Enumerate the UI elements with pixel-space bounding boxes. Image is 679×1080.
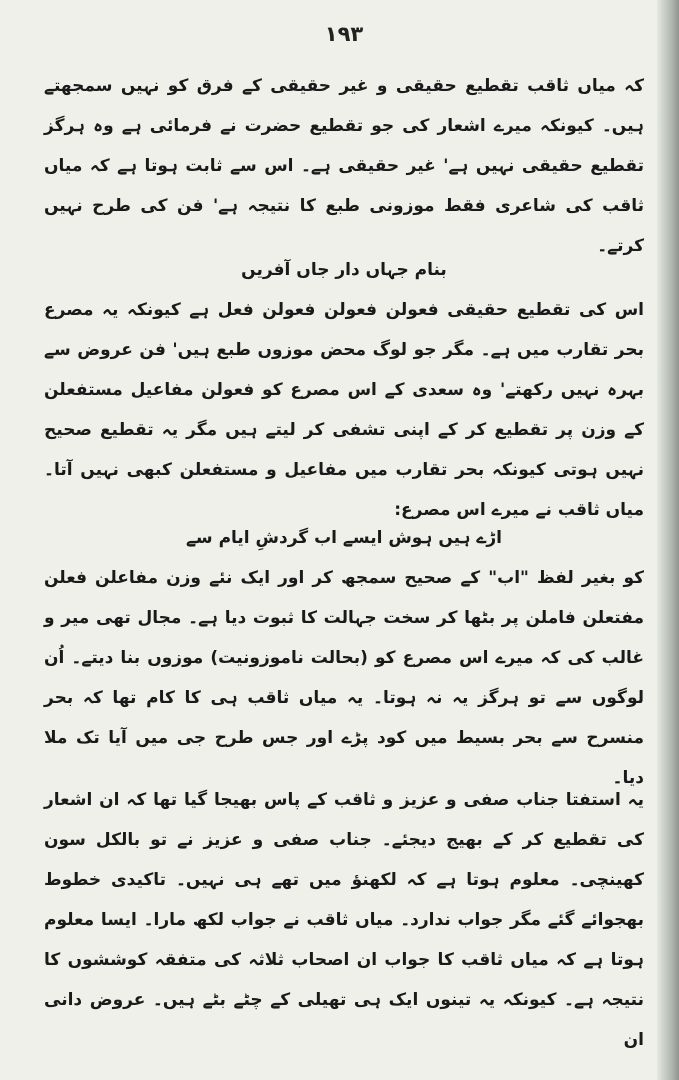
page-content: [44, 0, 644, 1080]
paragraph-2: اس کی تقطیع حقیقی فعولن فعولن فعولن فعل ہے کیونکہ یہ مصرع بحر تقارب میں ہے۔ مگر جو لوگ محض موزوں طبع ہیں' فن عروض سے بہرہ نہیں رکھتے' وہ سعدی کے اس مصرع کو فعولن مفاعیل مستفعلن کے وزن پر تقطیع کر کے اپنی تشفی کر لیتے ہیں مگر یہ تقطیع صحیح نہیں ہوتی کیونکہ بحر تقارب میں مفاعیل و مستفعلن کبھی نہیں آتا۔ میاں ثاقب نے میرے اس مصرع:: [44, 300, 644, 520]
paragraph-3: کو بغیر لفظ "اب" کے صحیح سمجھ کر اور ایک نئے وزن مفاعلن فعلن مفتعلن فاملن پر بٹھا کر سخت جہالت کا ثبوت دیا ہے۔ مجال تھی میر و غالب کی کہ میرے اس مصرع کو (بحالت ناموزونیت) موزوں بنا دیتے۔ اُن لوگوں سے تو ہرگز یہ نہ ہوتا۔ یہ میاں ثاقب ہی کا کام تھا کہ بحر منسرح سے بحر بسیط میں کود پڑے اور جس طرح جی میں آیا تک ملا دیا۔: [44, 568, 644, 788]
paragraph-4: یہ استفتا جناب صفی و عزیز و ثاقب کے پاس بھیجا گیا تھا کہ ان اشعار کی تقطیع کر کے بھیج دیجئے۔ جناب صفی و عزیز نے تو بالکل سون کھینچی۔ معلوم ہوتا ہے کہ لکھنؤ میں تھے ہی نہیں۔ تاکیدی خطوط بھجوائے گئے مگر جواب ندارد۔ میاں ثاقب نے جواب لکھ مارا۔ ایسا معلوم ہوتا ہے کہ میاں ثاقب کا جواب ان اصحاب ثلاثہ کی متفقہ کوششوں کا نتیجہ ہے۔ کیونکہ یہ تینوں ایک ہی تھیلی کے چٹے بٹے ہیں۔ عروض دانی ان: [44, 790, 644, 1050]
paragraph-1: کہ میاں ثاقب تقطیع حقیقی و غیر حقیقی کے فرق کو نہیں سمجھتے ہیں۔ کیونکہ میرے اشعار کی جو تقطیع حضرت نے فرمائی ہے وہ ہرگز تقطیع حقیقی نہیں ہے' غیر حقیقی ہے۔ اس سے ثابت ہوتا ہے کہ میاں ثاقب کی شاعری فقط موزونی طبع کا نتیجہ ہے' فن کی طرح نہیں کرتے۔: [44, 76, 644, 256]
page-number: ۱۹۳: [324, 22, 364, 46]
verse-line-2: اڑے ہیں ہوش ایسے اب گردشِ ایام سے: [185, 528, 503, 548]
page-spine-shadow: [657, 0, 679, 1080]
verse-line-1: بنام جہاں دار جاں آفریں: [241, 260, 447, 280]
